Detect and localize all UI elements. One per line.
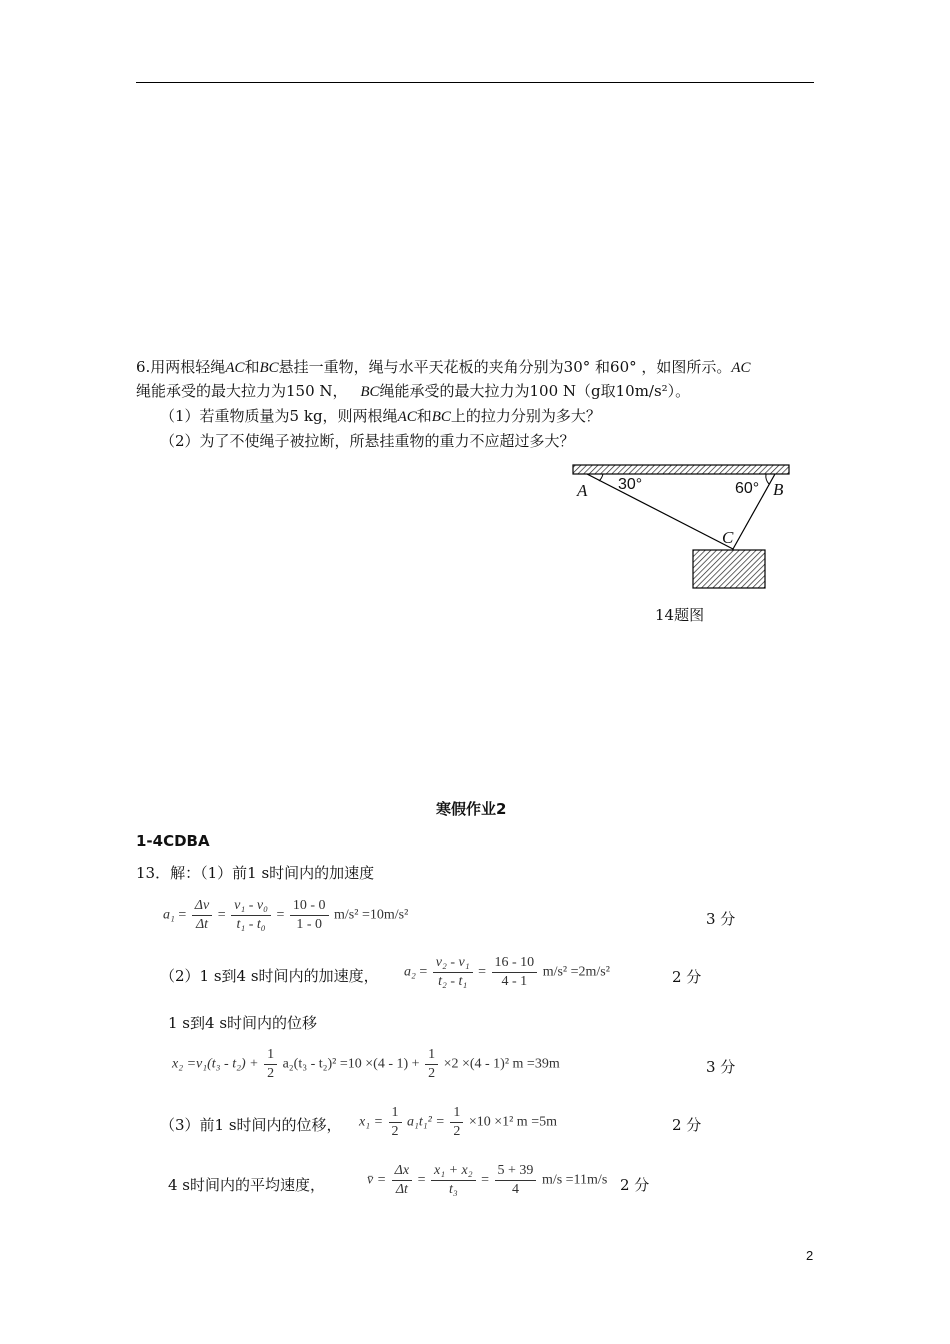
fraction xyxy=(264,1046,277,1083)
numerator: v₁ - v₀ xyxy=(231,897,271,916)
q6-sub1 xyxy=(160,405,601,428)
denominator: t₂ - t₁ xyxy=(438,974,468,989)
equation-5: v̄ = $\frac{\Delta x}{\Delta t}$ = $\frac{\text{x₁ + x₂}}{\text{t₃}}$ = $\frac{5 + 39}{4}$ m/s =11m/s xyxy=(367,1163,608,1197)
ceiling xyxy=(573,465,789,474)
fraction xyxy=(495,1162,537,1199)
rope-ac xyxy=(587,474,733,549)
score: 2 分 xyxy=(620,1176,650,1194)
q6-line2 xyxy=(136,380,690,403)
numerator: 1 xyxy=(425,1046,438,1065)
eq-result: ×2 ×(4 - 1)² m =39m xyxy=(443,1056,560,1072)
eq-symbol: a₂ xyxy=(404,964,416,980)
label-a: A xyxy=(577,481,588,500)
denominator: 1 - 0 xyxy=(296,917,323,932)
q6-text: 6.用两根轻绳 xyxy=(136,358,226,376)
score: 2 分 xyxy=(672,968,702,986)
eq5-text: 4 s时间内的平均速度， xyxy=(168,1176,326,1194)
eq-symbol: a₁ xyxy=(163,907,175,923)
fraction xyxy=(433,954,473,991)
q6-sub2: （2）为了不使绳子被拉断，所悬挂重物的重力不应超过多大？ xyxy=(160,432,575,450)
numerator: v₂ - v₁ xyxy=(433,954,473,973)
numerator: x₁ + x₂ xyxy=(431,1162,476,1181)
rope-ac-label: AC xyxy=(225,360,245,376)
equation-2: a₂ = $\frac{\text{v₂ - v₁}}{\text{t₂ - t₁}}$ = $\frac{16 - 10}{4 - 1}$ m/s² =2m/s² xyxy=(404,955,610,989)
figure-caption: 14题图 xyxy=(655,606,705,624)
mc-answers: 1-4CDBA xyxy=(136,832,210,850)
fraction xyxy=(392,1162,412,1199)
q6-text: 和 xyxy=(244,358,260,376)
rope-bc-label: BC xyxy=(360,384,380,400)
section-title: 寒假作业2 xyxy=(436,800,507,818)
eq-result: m/s² =10m/s² xyxy=(334,907,409,923)
denominator: Δt xyxy=(395,1182,408,1197)
q6-text: （1）若重物质量为5 kg，则两根绳 xyxy=(160,407,398,425)
label-c: C xyxy=(722,528,734,547)
denominator: 2 xyxy=(267,1066,275,1081)
fraction xyxy=(450,1104,463,1141)
q6-text: 绳能承受的最大拉力为100 N（g取10m/s²）。 xyxy=(379,382,691,400)
label-b: B xyxy=(773,480,784,499)
eq2-text: （2）1 s到4 s时间内的加速度， xyxy=(160,967,379,985)
denominator: 4 - 1 xyxy=(501,974,528,989)
eq-symbol: x₁ = xyxy=(359,1114,384,1130)
denominator: 2 xyxy=(391,1124,399,1139)
numerator: 16 - 10 xyxy=(492,954,538,973)
q6-text: 悬挂一重物，绳与水平天花板的夹角分别为30° 和60° ，如图所示。 xyxy=(278,358,732,376)
denominator: t₃ xyxy=(448,1182,458,1197)
rope-bc-label: BC xyxy=(431,409,451,425)
denominator: 4 xyxy=(511,1182,519,1197)
eq-result: m/s² =2m/s² xyxy=(542,964,610,980)
fraction xyxy=(231,897,271,934)
denominator: 2 xyxy=(453,1124,461,1139)
denominator: 2 xyxy=(428,1066,436,1081)
header-rule xyxy=(136,82,814,83)
weight-block xyxy=(693,550,765,588)
equation-3 xyxy=(172,1046,560,1083)
numerator: 1 xyxy=(450,1104,463,1123)
eq-part: a₂(t₃ - t₂)² =10 ×(4 - 1) + xyxy=(282,1056,420,1072)
equation-4 xyxy=(359,1104,557,1141)
page-number: 2 xyxy=(806,1248,814,1263)
angle-arc-b xyxy=(766,474,769,484)
numerator: Δx xyxy=(392,1162,412,1181)
fraction xyxy=(425,1046,438,1083)
numerator: 1 xyxy=(264,1046,277,1065)
numerator: 10 - 0 xyxy=(290,897,329,916)
fraction xyxy=(290,897,329,934)
denominator: t₁ - t₀ xyxy=(236,917,266,932)
q6-text: 绳能承受的最大拉力为150 N， xyxy=(136,382,348,400)
numerator: Δv xyxy=(192,897,212,916)
eq-result: m/s =11m/s xyxy=(541,1172,608,1188)
eq4-text: （3）前1 s时间内的位移， xyxy=(160,1116,342,1134)
rope-ac-label: AC xyxy=(397,409,417,425)
q6-line1 xyxy=(136,356,751,379)
angle-b-label: 60° xyxy=(735,480,760,497)
q6-text: 和 xyxy=(416,407,432,425)
eq-part: x₂ =v₁(t₃ - t₂) + xyxy=(172,1056,259,1072)
fraction xyxy=(389,1104,402,1141)
numerator: 5 + 39 xyxy=(495,1162,537,1181)
fraction xyxy=(431,1162,476,1199)
fraction xyxy=(192,897,212,934)
equation-1: a₁ = $\frac{\Delta v}{\Delta t}$ = $\frac{\text{v₁ - v₀}}{\text{t₁ - t₀}}$ = $\frac{10 - 0}{1 - 0}$ m/s² =10m/s² xyxy=(163,898,409,932)
score: 3 分 xyxy=(706,1058,736,1076)
q13-intro: 13．解：（1）前1 s时间内的加速度 xyxy=(136,864,375,882)
numerator: 1 xyxy=(389,1104,402,1123)
score: 3 分 xyxy=(706,910,736,928)
q6-text: 上的拉力分别为多大？ xyxy=(450,407,601,425)
eq-result: ×10 ×1² m =5m xyxy=(468,1114,557,1130)
fraction xyxy=(492,954,538,991)
score: 2 分 xyxy=(672,1116,702,1134)
eq-part: a₁t₁² = xyxy=(407,1114,445,1130)
denominator: Δt xyxy=(195,917,209,932)
angle-arc-a xyxy=(599,474,603,481)
displacement-intro: 1 s到4 s时间内的位移 xyxy=(168,1014,318,1032)
eq-symbol: v̄ = xyxy=(367,1172,387,1188)
angle-a-label: 30° xyxy=(618,476,643,493)
rope-bc-label: BC xyxy=(259,360,279,376)
rope-ac-label: AC xyxy=(731,360,751,376)
rope-figure xyxy=(565,458,800,598)
